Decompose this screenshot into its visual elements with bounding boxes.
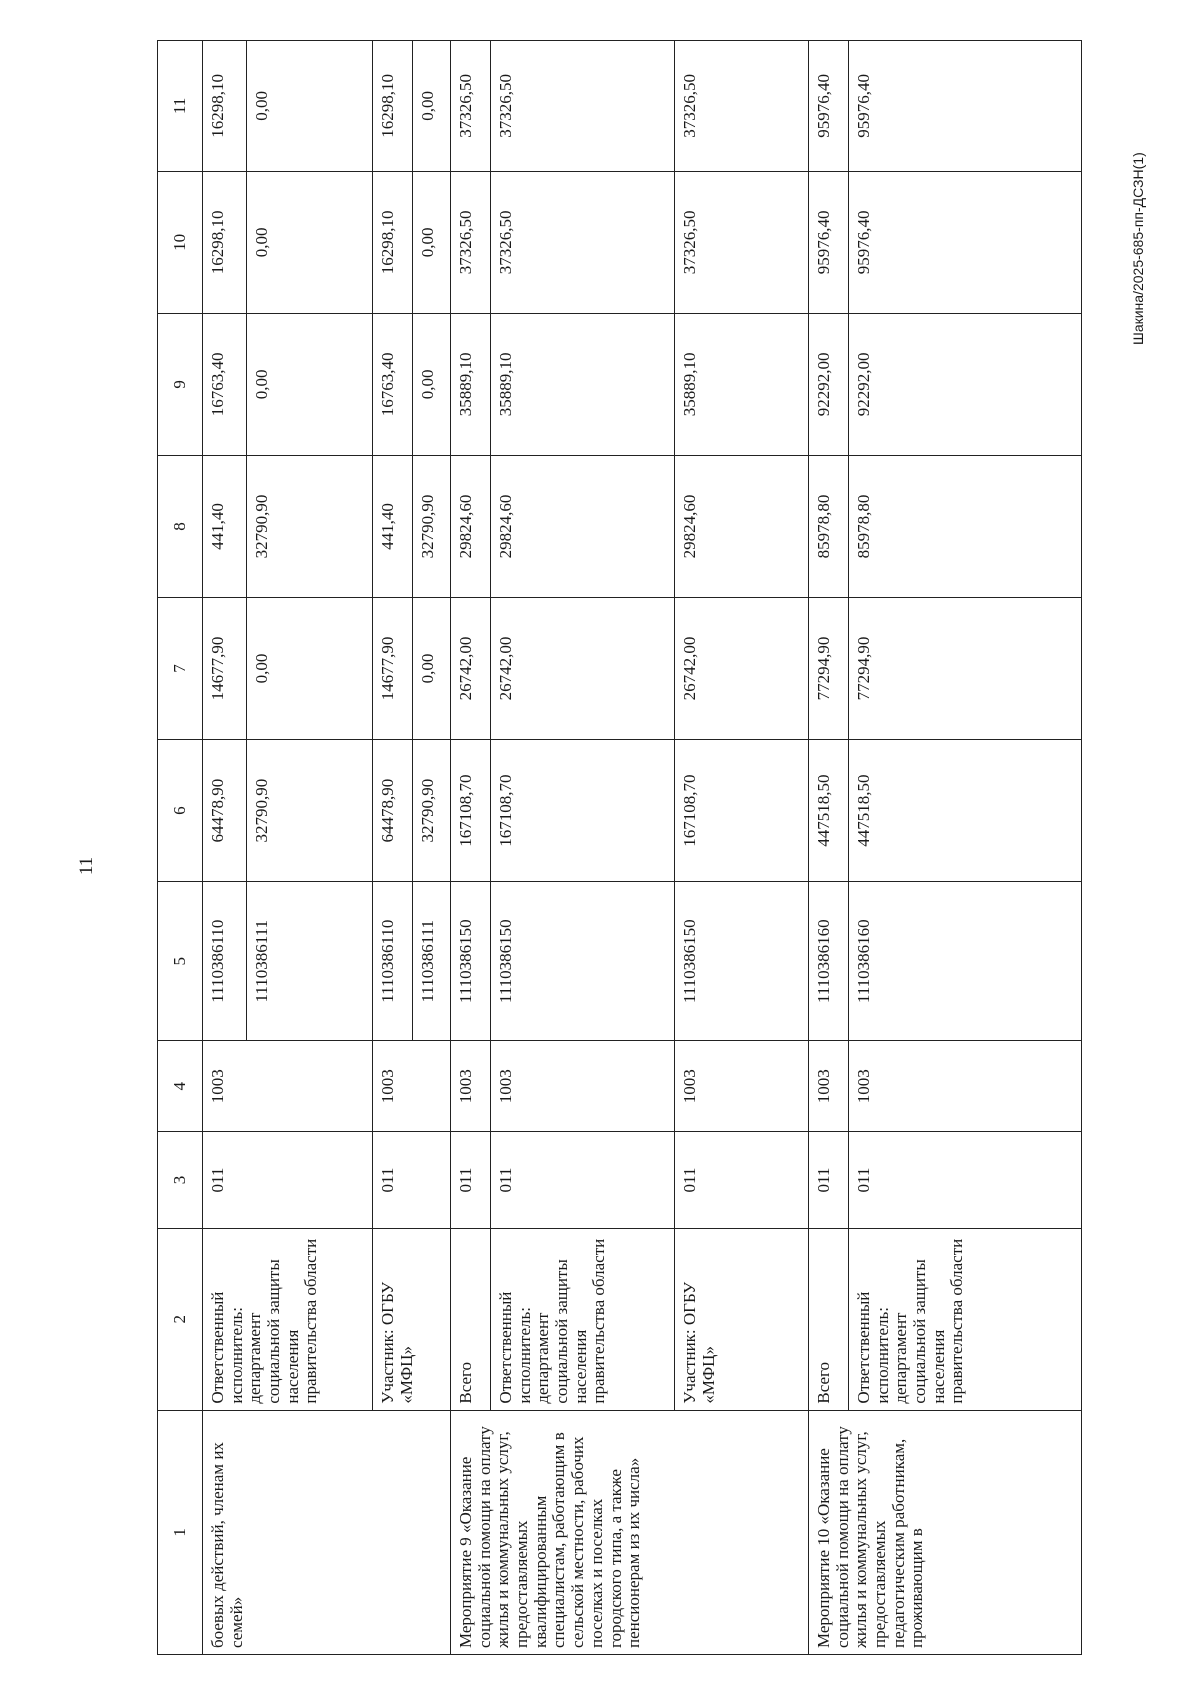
header-row	[158, 41, 203, 1655]
table-cell: 1003	[451, 1041, 491, 1132]
table-cell: 16763,40	[373, 313, 413, 455]
table-cell: 16763,40	[203, 313, 247, 455]
column-header: 10	[158, 171, 203, 313]
table-cell: 0,00	[413, 171, 451, 313]
budget-table-container	[157, 40, 1082, 1655]
budget-table	[157, 40, 1082, 1655]
table-cell: 447518,50	[809, 740, 849, 882]
table-cell: 0,00	[413, 41, 451, 172]
table-cell: 37326,50	[451, 171, 491, 313]
table-cell: 011	[809, 1132, 849, 1229]
table-cell: 14677,90	[373, 598, 413, 740]
table-cell: 32790,90	[247, 740, 373, 882]
table-cell: 26742,00	[675, 598, 809, 740]
table-cell: 37326,50	[675, 171, 809, 313]
table-cell: 1110386150	[451, 882, 491, 1041]
table-cell: 35889,10	[675, 313, 809, 455]
table-cell: 011	[373, 1132, 451, 1229]
table-cell: 37326,50	[491, 171, 675, 313]
column-header: 3	[158, 1132, 203, 1229]
table-cell: 011	[849, 1132, 1082, 1229]
table-row	[451, 41, 491, 1655]
table-cell: 011	[203, 1132, 373, 1229]
table-cell: 29824,60	[675, 455, 809, 597]
column-header: 7	[158, 598, 203, 740]
table-cell: 0,00	[247, 41, 373, 172]
column-header: 5	[158, 882, 203, 1041]
table-cell: 1110386111	[413, 882, 451, 1041]
table-cell: 29824,60	[491, 455, 675, 597]
table-cell: 1110386150	[491, 882, 675, 1041]
table-cell: 35889,10	[451, 313, 491, 455]
table-cell: 95976,40	[809, 41, 849, 172]
table-cell: 1003	[675, 1041, 809, 1132]
table-cell: 1110386111	[247, 882, 373, 1041]
table-cell: 0,00	[247, 598, 373, 740]
table-cell: 37326,50	[451, 41, 491, 172]
page-number: 11	[76, 856, 98, 876]
table-cell: 14677,90	[203, 598, 247, 740]
table-cell: 26742,00	[491, 598, 675, 740]
table-cell: 1110386160	[809, 882, 849, 1041]
table-cell: 167108,70	[675, 740, 809, 882]
participant-cell: Участник: ОГБУ «МФЦ»	[675, 1228, 809, 1410]
table-cell: 167108,70	[451, 740, 491, 882]
table-cell: 95976,40	[849, 41, 1082, 172]
table-cell: 0,00	[413, 313, 451, 455]
table-cell: 441,40	[373, 455, 413, 597]
table-cell: 011	[491, 1132, 675, 1229]
table-cell: 1110386110	[203, 882, 247, 1041]
table-cell: 32790,90	[247, 455, 373, 597]
table-cell: 64478,90	[373, 740, 413, 882]
measure-name-cell: Мероприятие 9 «Оказание социальной помощи на оплату жилья и коммунальных услуг, предоставляемых квалифицированным специалистам, работающим в сельской местности, рабочих поселках и поселках городского типа, а также пенсионерам из их числа»	[451, 1410, 809, 1654]
table-cell: 92292,00	[809, 313, 849, 455]
table-cell: 011	[675, 1132, 809, 1229]
total-cell: Всего	[809, 1228, 849, 1410]
column-header: 9	[158, 313, 203, 455]
table-cell: 16298,10	[203, 41, 247, 172]
table-cell: 95976,40	[809, 171, 849, 313]
table-cell: 16298,10	[373, 41, 413, 172]
table-cell: 26742,00	[451, 598, 491, 740]
table-row	[203, 41, 247, 1655]
participant-cell: Участник: ОГБУ «МФЦ»	[373, 1228, 451, 1410]
table-cell: 85978,80	[849, 455, 1082, 597]
table-cell: 32790,90	[413, 740, 451, 882]
table-cell: 0,00	[413, 598, 451, 740]
measure-name-cell: Мероприятие 10 «Оказание социальной помощи на оплату жилья и коммунальных услуг, предоставляемых педагогическим работникам, проживающим в	[809, 1410, 1082, 1654]
table-cell: 16298,10	[203, 171, 247, 313]
table-cell: 1110386160	[849, 882, 1082, 1041]
table-row	[809, 41, 849, 1655]
table-cell: 85978,80	[809, 455, 849, 597]
document-code	[1130, 152, 1150, 345]
table-cell: 77294,90	[849, 598, 1082, 740]
table-cell: 1110386150	[675, 882, 809, 1041]
table-cell: 1003	[203, 1041, 373, 1132]
table-cell: 64478,90	[203, 740, 247, 882]
table-cell: 1003	[491, 1041, 675, 1132]
table-cell: 77294,90	[809, 598, 849, 740]
measure-name-cell: боевых действий, членам их семей»	[203, 1410, 451, 1654]
table-cell: 447518,50	[849, 740, 1082, 882]
table-cell: 1003	[849, 1041, 1082, 1132]
table-cell: 1003	[373, 1041, 451, 1132]
table-cell: 95976,40	[849, 171, 1082, 313]
table-cell: 16298,10	[373, 171, 413, 313]
document-code-text: Шакина/2025-685-пп-ДСЗН(1)	[1130, 152, 1146, 345]
executor-cell: Ответственный исполнитель: департамент социальной защиты населения правительства области	[203, 1228, 373, 1410]
executor-cell: Ответственный исполнитель: департамент социальной защиты населения правительства области	[849, 1228, 1082, 1410]
table-cell: 441,40	[203, 455, 247, 597]
column-header: 1	[158, 1410, 203, 1654]
table-cell: 0,00	[247, 313, 373, 455]
table-cell: 0,00	[247, 171, 373, 313]
column-header: 11	[158, 41, 203, 172]
column-header: 8	[158, 455, 203, 597]
table-cell: 35889,10	[491, 313, 675, 455]
table-cell: 1003	[809, 1041, 849, 1132]
executor-cell: Ответственный исполнитель: департамент социальной защиты населения правительства области	[491, 1228, 675, 1410]
table-cell: 32790,90	[413, 455, 451, 597]
column-header: 2	[158, 1228, 203, 1410]
table-cell: 37326,50	[675, 41, 809, 172]
table-cell: 37326,50	[491, 41, 675, 172]
table-cell: 29824,60	[451, 455, 491, 597]
table-cell: 011	[451, 1132, 491, 1229]
column-header: 4	[158, 1041, 203, 1132]
column-header: 6	[158, 740, 203, 882]
table-cell: 167108,70	[491, 740, 675, 882]
total-cell: Всего	[451, 1228, 491, 1410]
table-cell: 92292,00	[849, 313, 1082, 455]
table-cell: 1110386110	[373, 882, 413, 1041]
